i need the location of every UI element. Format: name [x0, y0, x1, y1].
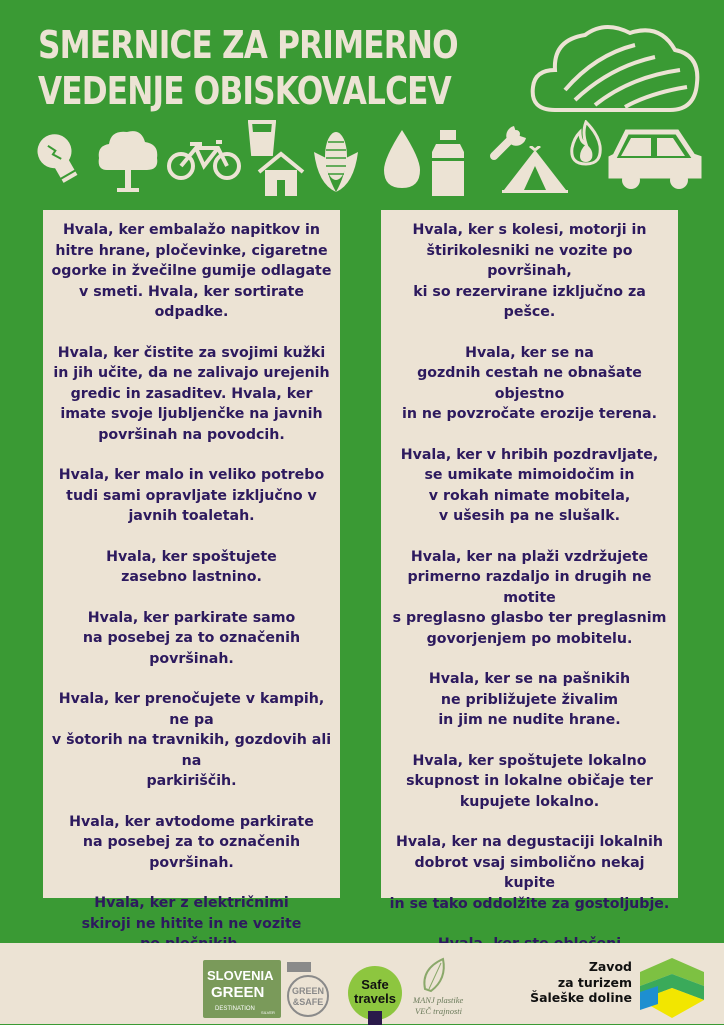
- destination-text: DESTINATION: [215, 1006, 255, 1012]
- guideline-text: Hvala, ker avtodome parkirate na posebej za to označenih površinah.: [69, 813, 314, 871]
- tent-icon: [500, 146, 570, 194]
- guideline-text: Hvala, ker na degustaciji lokalnih dobrot vsaj simbolično nekaj kupite in se tako oddolžite za gostoljubje.: [389, 834, 670, 912]
- lightbulb-icon: [34, 130, 84, 188]
- vec-trajnosti-text: VEČ trajnosti: [415, 1006, 462, 1016]
- travels-text: travels: [354, 991, 396, 1006]
- guideline-text: Hvala, ker z električnimi skiroji ne hitite in ne vozite: [81, 895, 302, 932]
- guideline-text: Hvala, ker malo in veliko potrebo tudi sami opravljate izključno v javnih toaletah.: [58, 467, 325, 524]
- guideline-text: Hvala, ker spoštujete zasebno lastnino.: [106, 548, 277, 585]
- guideline-text: Hvala, ker čistite za svojimi kužki in jih učite, da ne zalivajo urejenih gredic in zasaditev. Hvala, ker imate svoje ljubljenčke na javnih površinah na povodcih.: [53, 344, 330, 443]
- zavod-name: [516, 959, 632, 1006]
- slovenia-green-logo: [203, 960, 281, 1018]
- guideline-text: Hvala, ker parkirate samo na posebej za to označenih površinah.: [82, 609, 301, 667]
- cloud-icon: [525, 15, 705, 125]
- guideline-text: Hvala, ker embalažo napitkov in hitre hrane, pločevinke, cigaretne ogorke in žvečilne gumije odlagate v smeti. Hvala, ker sortirate odpadke.: [51, 222, 332, 320]
- zavod-line-1: Zavod: [588, 959, 632, 974]
- corn-icon: [312, 128, 360, 196]
- green-safe-logo: [285, 962, 331, 1018]
- bottle-icon: [430, 128, 466, 198]
- page-title: [38, 22, 458, 114]
- title-line-2: VEDENJE OBISKOVALCEV: [38, 69, 451, 113]
- green-safe-line1: GREEN: [291, 986, 325, 996]
- safe-text: Safe: [361, 977, 389, 992]
- zavod-logo: [638, 956, 706, 1020]
- footer-logo-bar: [0, 943, 724, 1024]
- guideline-text: Hvala, ker v hribih pozdravljate, se umikate mimoidočim in v rokah nimate mobitela, v ušesih pa ne slušalk.: [400, 446, 659, 524]
- guidelines-right-panel: [381, 210, 678, 912]
- guideline-text: Hvala, ker na plaži vzdržujete primerno razdaljo in drugih ne motite s preglasno glasbo ter preglasnim govorjenjem po mobitelu.: [392, 548, 667, 647]
- zavod-line-2: za turizem: [557, 974, 632, 990]
- car-icon: [607, 126, 703, 192]
- guideline-text: Hvala, ker prenočujete v kampih, ne pa v šotorih na travnikih, gozdovih ali na parkiriščih.: [51, 691, 332, 789]
- zavod-line-3: Šaleške doline: [530, 990, 632, 1005]
- silver-badge: SILVER: [261, 1010, 275, 1015]
- slovenia-text: SLOVENIA: [207, 968, 274, 983]
- guideline-text: Hvala, ker spoštujete lokalno skupnost in lokalne običaje ter kupujete lokalno.: [406, 752, 653, 810]
- green-safe-line2: &SAFE: [292, 997, 324, 1007]
- manj-plastike-logo: [411, 955, 477, 1017]
- manj-plastike-text: MANJ plastike: [413, 995, 464, 1005]
- green-text: GREEN: [211, 984, 265, 1001]
- bicycle-icon: [166, 140, 242, 182]
- house-icon: [255, 150, 307, 198]
- safe-travels-logo: [344, 965, 406, 1025]
- title-line-1: SMERNICE ZA PRIMERNO: [38, 23, 458, 67]
- tree-icon: [97, 128, 159, 196]
- water-drop-icon: [382, 128, 422, 190]
- fire-icon: [568, 120, 604, 166]
- guideline-text: Hvala, ker se na pašnikih ne približujete živalim in jim ne nudite hrane.: [428, 671, 631, 728]
- guideline-text: Hvala, ker s kolesi, motorji in štirikolesniki ne vozite po površinah, ki so rezervirane izključno za pešce.: [412, 222, 647, 320]
- guideline-text: Hvala, ker se na gozdnih cestah ne obnašate objestno in ne povzročate erozije terena.: [401, 344, 658, 422]
- guidelines-left-panel: [43, 210, 340, 932]
